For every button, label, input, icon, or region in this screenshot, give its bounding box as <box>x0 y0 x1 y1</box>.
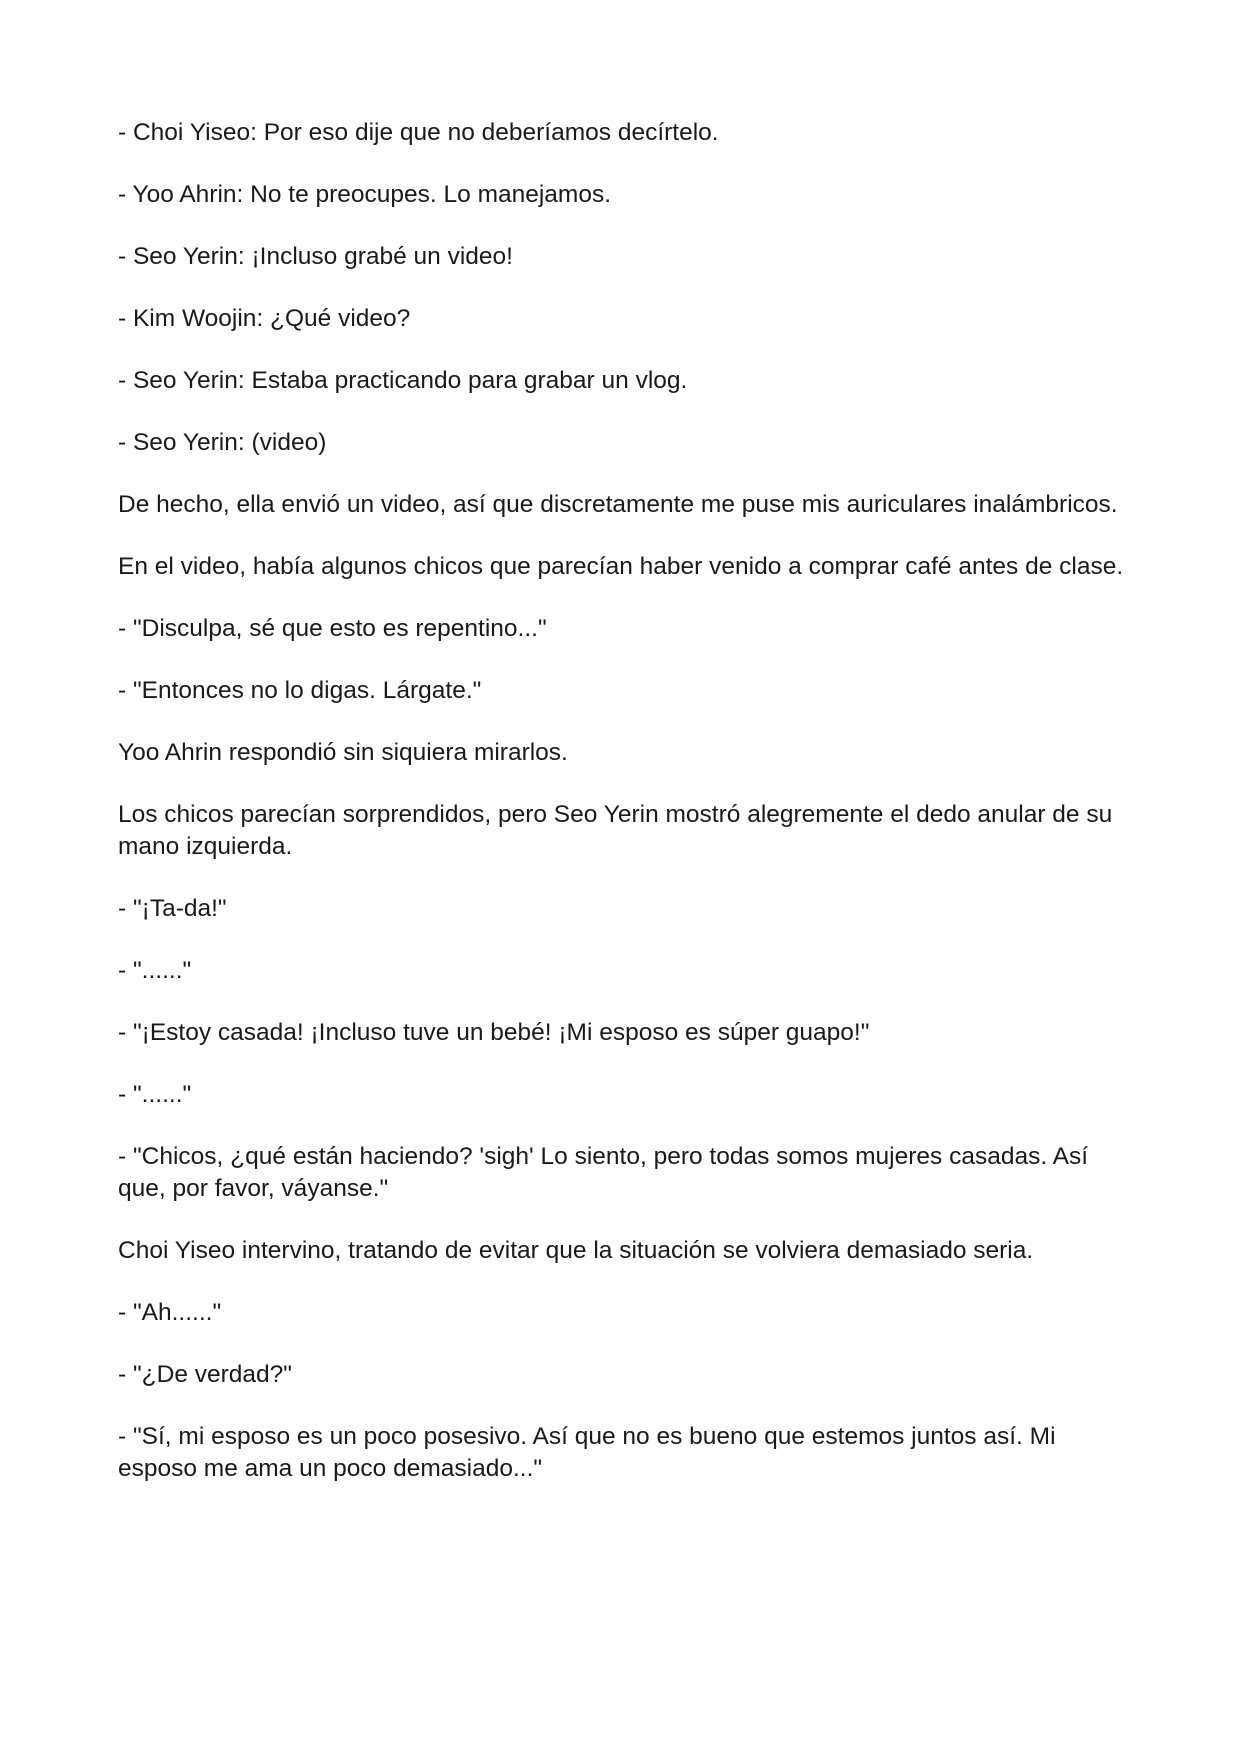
paragraph: - "¿De verdad?" <box>118 1361 292 1388</box>
paragraph: Yoo Ahrin respondió sin siquiera mirarlos. <box>118 739 568 766</box>
paragraph: - "Entonces no lo digas. Lárgate." <box>118 677 482 704</box>
document-body <box>118 117 1138 1515</box>
paragraph: Los chicos parecían sorprendidos, pero Seo Yerin mostró alegremente el dedo anular de su mano izquierda. <box>118 801 1113 860</box>
paragraph: - "¡Estoy casada! ¡Incluso tuve un bebé! ¡Mi esposo es súper guapo!" <box>118 1019 870 1046</box>
paragraph: - Yoo Ahrin: No te preocupes. Lo manejamos. <box>118 181 612 208</box>
paragraph: - "......" <box>118 1081 192 1108</box>
paragraph: - "Sí, mi esposo es un poco posesivo. Así que no es bueno que estemos juntos así. Mi esposo me ama un poco demasiado..." <box>118 1423 1056 1482</box>
paragraph: - "Disculpa, sé que esto es repentino..." <box>118 615 547 642</box>
paragraph: - "¡Ta-da!" <box>118 895 227 922</box>
paragraph: - Choi Yiseo: Por eso dije que no deberíamos decírtelo. <box>118 119 719 146</box>
paragraph: De hecho, ella envió un video, así que discretamente me puse mis auriculares inalámbricos. <box>118 491 1118 518</box>
paragraph: - "Ah......" <box>118 1299 222 1326</box>
paragraph: - "......" <box>118 957 192 984</box>
paragraph: - "Chicos, ¿qué están haciendo? 'sigh' Lo siento, pero todas somos mujeres casadas. Así que, por favor, váyanse." <box>118 1143 1088 1202</box>
paragraph: - Kim Woojin: ¿Qué video? <box>118 305 411 332</box>
paragraph: En el video, había algunos chicos que parecían haber venido a comprar café antes de clase. <box>118 553 1124 580</box>
paragraph: - Seo Yerin: ¡Incluso grabé un video! <box>118 243 513 270</box>
paragraph: - Seo Yerin: Estaba practicando para grabar un vlog. <box>118 367 688 394</box>
paragraph: - Seo Yerin: (video) <box>118 429 327 456</box>
paragraph: Choi Yiseo intervino, tratando de evitar que la situación se volviera demasiado seria. <box>118 1237 1034 1264</box>
